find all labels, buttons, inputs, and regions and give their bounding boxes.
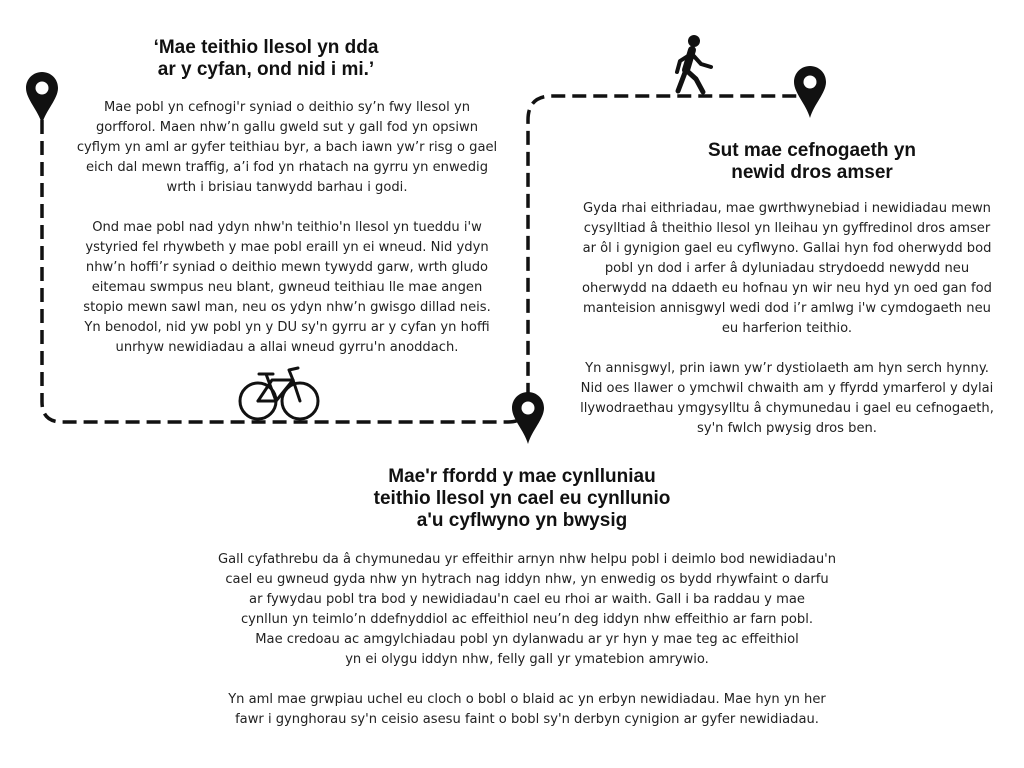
section-3-body	[207, 550, 847, 730]
section-2-paragraph: Yn annisgwyl, prin iawn yw’r dystiolaeth am hyn serch hynny. Nid oes llawer o ymchwil chwaith am y ffyrdd ymarferol y dylai llywodraethau ymgysylltu â chymunedau i gael eu cefnogaeth, sy'n fwlch pwysig dros ben.	[580, 361, 994, 436]
section-3-paragraph: Gall cyfathrebu da â chymunedau yr effeithir arnyn nhw helpu pobl i deimlo bod newidiadau'n cael eu gwneud gyda nhw yn hytrach nag iddyn nhw, yn enwedig os bydd rhywfaint o darfu ar fywydau pobl tra bod y newidiadau'n cael eu rhoi ar waith. Gall i ba raddau y mae cynllun yn teimlo’n ddefnyddiol ac effeithiol neu’n deg iddyn nhw effeithio ar farn pobl. Mae credoau ac amgylchiadau pobl yn dylanwadu ar yr hyn y mae teg ac effeithiol yn ei olygu iddyn nhw, felly gall yr ymatebion amrywio.	[217, 552, 837, 667]
section-1-body	[62, 98, 512, 358]
map-pin-icon	[512, 392, 544, 444]
section-3-title: Mae'r ffordd y mae cynlluniau teithio llesol yn cael eu cynllunio a'u cyflwyno yn bwysig	[373, 466, 671, 531]
walking-person-icon	[677, 35, 711, 92]
section-1-paragraph: Ond mae pobl nad ydyn nhw'n teithio'n llesol yn tueddu i'w ystyried fel rhywbeth y mae pobl eraill yn ei wneud. Nid ydyn nhw’n hoffi’r syniad o deithio mewn tywydd garw, wrth gludo eitemau swmpus neu blant, gwneud teithiau lle mae angen stopio mewn sawl man, neu os ydyn nhw’n gwisgo dillad neis. Yn benodol, nid yw pobl yn y DU sy'n gyrru ar y cyfan yn hoffi unrhyw newidiadau a allai wneud gyrru'n anoddach.	[83, 220, 491, 355]
map-pin-icon	[26, 72, 58, 124]
section-2-title: Sut mae cefnogaeth yn newid dros amser	[708, 140, 916, 183]
bicycle-icon	[240, 368, 318, 419]
section-2-paragraph: Gyda rhai eithriadau, mae gwrthwynebiad i newidiadau mewn cysylltiad â theithio llesol yn lleihau yn gyffredinol dros amser ar ôl i gynigion gael eu cyflwyno. Gallai hyn fod oherwydd bod pobl yn dod i arfer â dyluniadau strydoedd newydd neu oherwydd na ddaeth eu hofnau yn wir neu hyd yn oed gan fod manteision annisgwyl wedi dod i’r amlwg i'w cymdogaeth neu eu harferion teithio.	[582, 201, 992, 336]
section-1-paragraph: Mae pobl yn cefnogi'r syniad o deithio sy’n fwy llesol yn gorfforol. Maen nhw’n gallu gweld sut y gall fod yn opsiwn cyflym yn aml ar gyfer teithiau byr, a bach iawn yw’r risg o gael eich dal mewn traffig, a’i fod yn rhatach na gyrru yn enwedig wrth i brisiau tanwydd barhau i godi.	[76, 100, 498, 195]
map-pin-icon	[794, 66, 826, 118]
section-1-title: ‘Mae teithio llesol yn dda ar y cyfan, ond nid i mi.’	[153, 37, 379, 80]
section-2-body	[577, 199, 997, 439]
section-3-paragraph: Yn aml mae grwpiau uchel eu cloch o bobl o blaid ac yn erbyn newidiadau. Mae hyn yn her fawr i gynghorau sy'n ceisio asesu faint o bobl sy'n derbyn cynigion ar gyfer newidiadau.	[228, 692, 826, 727]
